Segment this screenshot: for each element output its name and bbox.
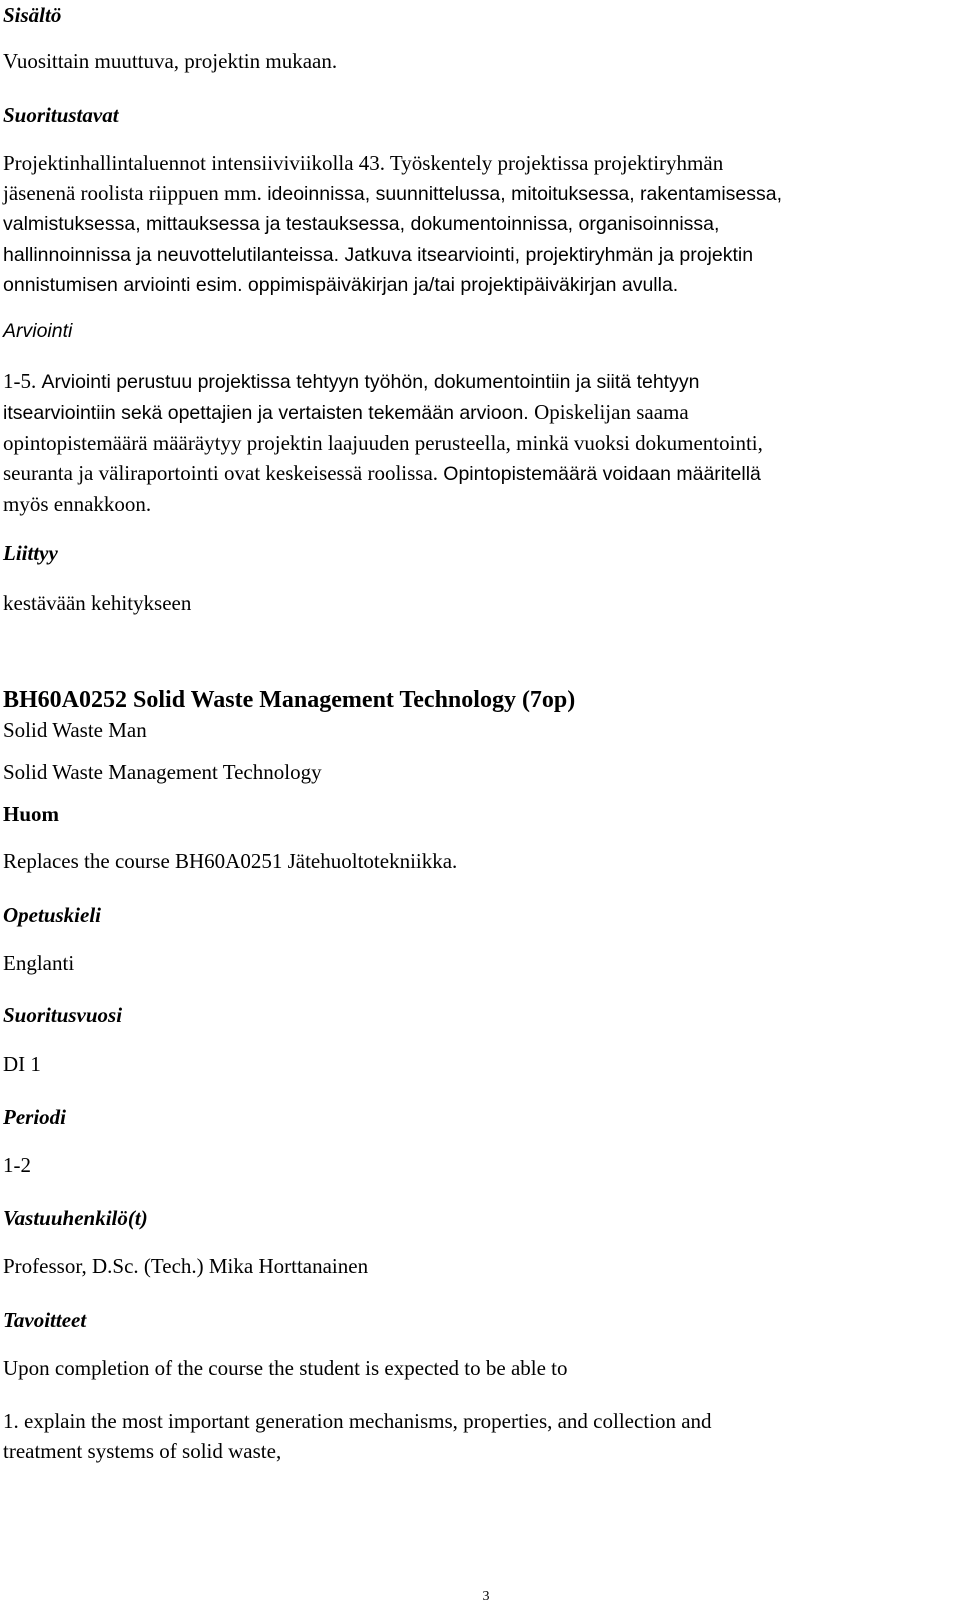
arviointi-line xyxy=(3,458,933,489)
arviointi-text-sans: Arviointi perustuu projektissa tehtyyn työhön, dokumentointiin ja siitä tehtyyn xyxy=(41,371,700,393)
suoritustavat-line xyxy=(3,239,933,270)
arviointi-line xyxy=(3,397,933,428)
suoritusvuosi-text: DI 1 xyxy=(3,1052,41,1076)
heading-opetuskieli: Opetuskieli xyxy=(3,903,101,927)
sisalto-text: Vuosittain muuttuva, projektin mukaan. xyxy=(3,49,338,73)
arviointi-body xyxy=(3,366,933,519)
arviointi-text-serif: seuranta ja väliraportointi ovat keskeisessä roolissa. xyxy=(3,461,444,485)
tavoitteet-item-line: 1. explain the most important generation mechanisms, properties, and collection and xyxy=(3,1409,712,1433)
arviointi-line: myös ennakkoon. xyxy=(3,492,152,516)
suoritustavat-text-serif: jäsenenä roolista riippuen mm. xyxy=(3,181,268,205)
page-number: 3 xyxy=(482,1589,490,1604)
arviointi-line: opintopistemäärä määräytyy projektin laajuuden perusteella, minkä vuoksi dokumentointi, xyxy=(3,431,763,455)
heading-vastuuhenkilo: Vastuuhenkilö(t) xyxy=(3,1206,148,1230)
heading-periodi: Periodi xyxy=(3,1105,66,1129)
course-title: BH60A0252 Solid Waste Management Technology (7op) xyxy=(3,687,576,713)
course-short-name: Solid Waste Man xyxy=(3,718,147,742)
suoritustavat-line: Projektinhallintaluennot intensiiviviikolla 43. Työskentely projektissa projektiryhmän xyxy=(3,151,724,175)
vastuuhenkilo-text: Professor, D.Sc. (Tech.) Mika Horttanainen xyxy=(3,1254,369,1278)
arviointi-text-serif: Opiskelijan saama xyxy=(534,400,689,424)
suoritustavat-text-sans: Jatkuva itsearviointi, projektiryhmän ja projektin xyxy=(344,244,754,266)
suoritustavat-body xyxy=(3,148,933,300)
heading-suoritusvuosi: Suoritusvuosi xyxy=(3,1003,123,1027)
tavoitteet-list-item xyxy=(3,1406,933,1466)
heading-arviointi: Arviointi xyxy=(3,320,73,342)
tavoitteet-item-line: treatment systems of solid waste, xyxy=(3,1439,282,1463)
tavoitteet-intro: Upon completion of the course the student is expected to be able to xyxy=(3,1356,568,1380)
opetuskieli-text: Englanti xyxy=(3,951,75,975)
heading-suoritustavat: Suoritustavat xyxy=(3,103,119,127)
arviointi-text-sans: Opintopistemäärä voidaan määritellä xyxy=(443,463,761,485)
arviointi-line xyxy=(3,366,933,397)
suoritustavat-line xyxy=(3,178,933,209)
arviointi-grade: 1-5. xyxy=(3,369,42,393)
course-full-name: Solid Waste Management Technology xyxy=(3,760,322,784)
liittyy-text: kestävään kehitykseen xyxy=(3,591,192,615)
suoritustavat-line: valmistuksessa, mittauksessa ja testauksessa, dokumentoinnissa, organisoinnissa, xyxy=(3,213,720,235)
heading-tavoitteet: Tavoitteet xyxy=(3,1308,87,1332)
suoritustavat-line: onnistumisen arviointi esim. oppimispäiväkirjan ja/tai projektipäiväkirjan avulla. xyxy=(3,274,679,296)
heading-liittyy: Liittyy xyxy=(3,541,58,565)
arviointi-text-sans: itsearviointiin sekä opettajien ja vertaisten tekemään arvioon. xyxy=(3,402,535,424)
suoritustavat-text-sans: hallinnoinnissa ja neuvottelutilanteissa. xyxy=(3,244,345,266)
heading-sisalto: Sisältö xyxy=(3,3,62,27)
heading-huom: Huom xyxy=(3,802,60,826)
huom-text: Replaces the course BH60A0251 Jätehuoltotekniikka. xyxy=(3,849,458,873)
periodi-text: 1-2 xyxy=(3,1153,31,1177)
suoritustavat-text-sans: ideoinnissa, suunnittelussa, mitoituksessa, rakentamisessa, xyxy=(267,183,783,205)
